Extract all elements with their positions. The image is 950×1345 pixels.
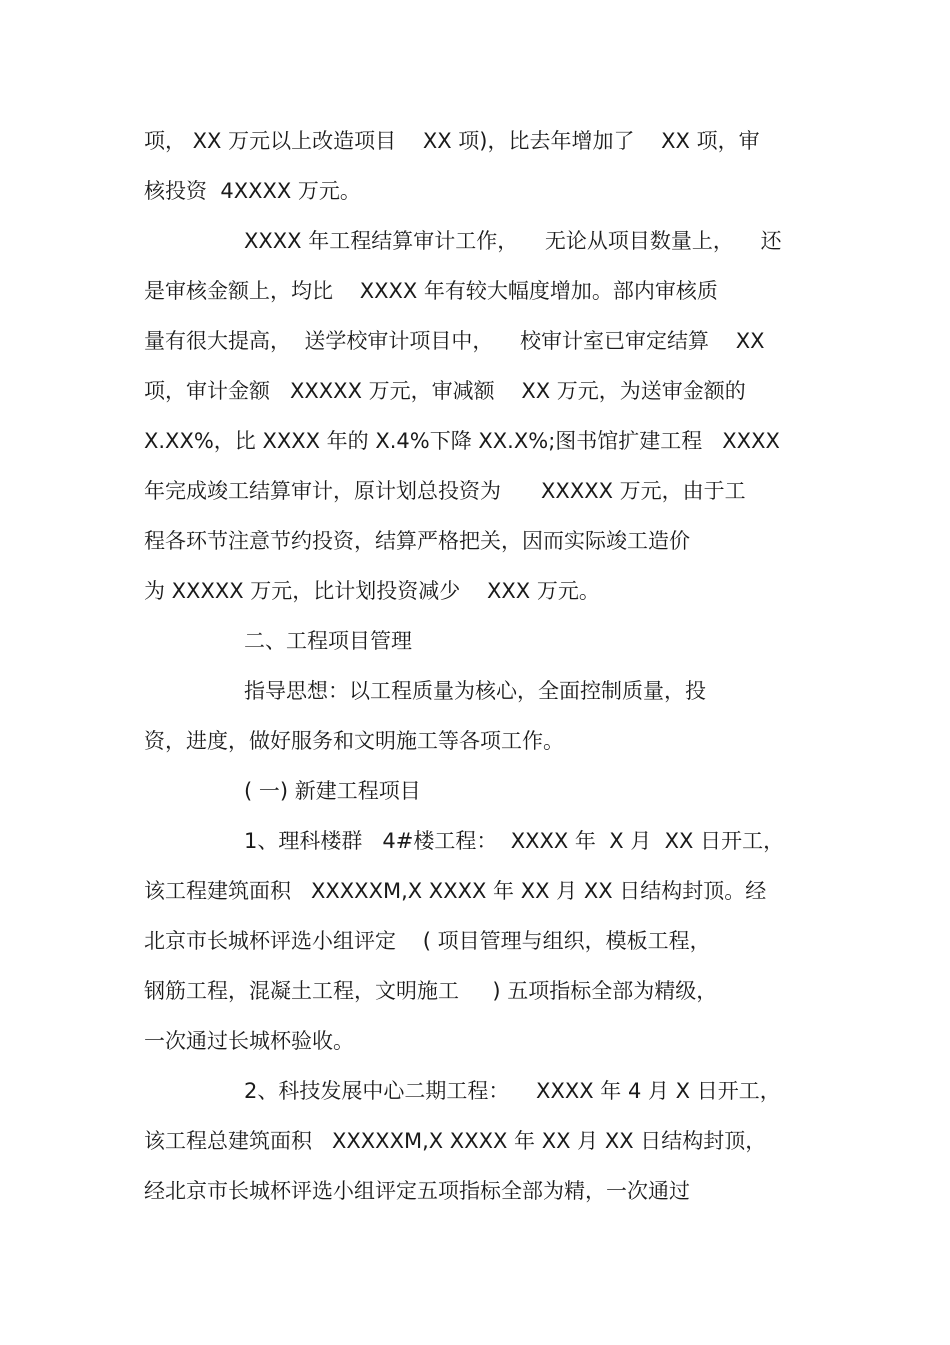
section-heading: 二、工程项目管理 (244, 629, 412, 653)
text-line: 北京市长城杯评选小组评定 ( 项目管理与组织，模板工程， (144, 929, 711, 953)
text-line: X.XX%，比 XXXX 年的 X.4%下降 XX.X%;图书馆扩建工程 XXXX (144, 429, 780, 453)
text-line: 项，审计金额 XXXXX 万元，审减额 XX 万元，为送审金额的 (144, 379, 746, 403)
text-line: 程各环节注意节约投资，结算严格把关，因而实际竣工造价 (144, 529, 690, 553)
text-line: 该工程建筑面积 XXXXXM,X XXXX 年 XX 月 XX 日结构封顶。经 (144, 879, 767, 903)
text-line: 年完成竣工结算审计，原计划总投资为 XXXXX 万元，由于工 (144, 479, 746, 503)
text-line: 经北京市长城杯评选小组评定五项指标全部为精，一次通过 (144, 1179, 690, 1203)
text-line: 核投资 4XXXX 万元。 (144, 179, 361, 203)
text-line: 一次通过长城杯验收。 (144, 1029, 354, 1053)
text-line: 量有很大提高， 送学校审计项目中， 校审计室已审定结算 XX (144, 329, 765, 353)
text-line: 1、理科楼群 4#楼工程： XXXX 年 X 月 XX 日开工， (244, 829, 785, 853)
text-line: XXXX 年工程结算审计工作， 无论从项目数量上， 还 (244, 229, 782, 253)
text-line: 项， XX 万元以上改造项目 XX 项)，比去年增加了 XX 项，审 (144, 129, 760, 153)
subsection-heading: ( 一) 新建工程项目 (244, 779, 421, 803)
text-line: 2、科技发展中心二期工程： XXXX 年 4 月 X 日开工， (244, 1079, 781, 1103)
text-line: 为 XXXXX 万元，比计划投资减少 XXX 万元。 (144, 579, 600, 603)
text-line: 该工程总建筑面积 XXXXXM,X XXXX 年 XX 月 XX 日结构封顶， (144, 1129, 767, 1153)
text-line: 指导思想：以工程质量为核心，全面控制质量，投 (244, 679, 706, 703)
text-line: 资，进度，做好服务和文明施工等各项工作。 (144, 729, 564, 753)
text-line: 是审核金额上，均比 XXXX 年有较大幅度增加。部内审核质 (144, 279, 718, 303)
text-line: 钢筋工程，混凝土工程，文明施工 ) 五项指标全部为精级， (144, 979, 718, 1003)
